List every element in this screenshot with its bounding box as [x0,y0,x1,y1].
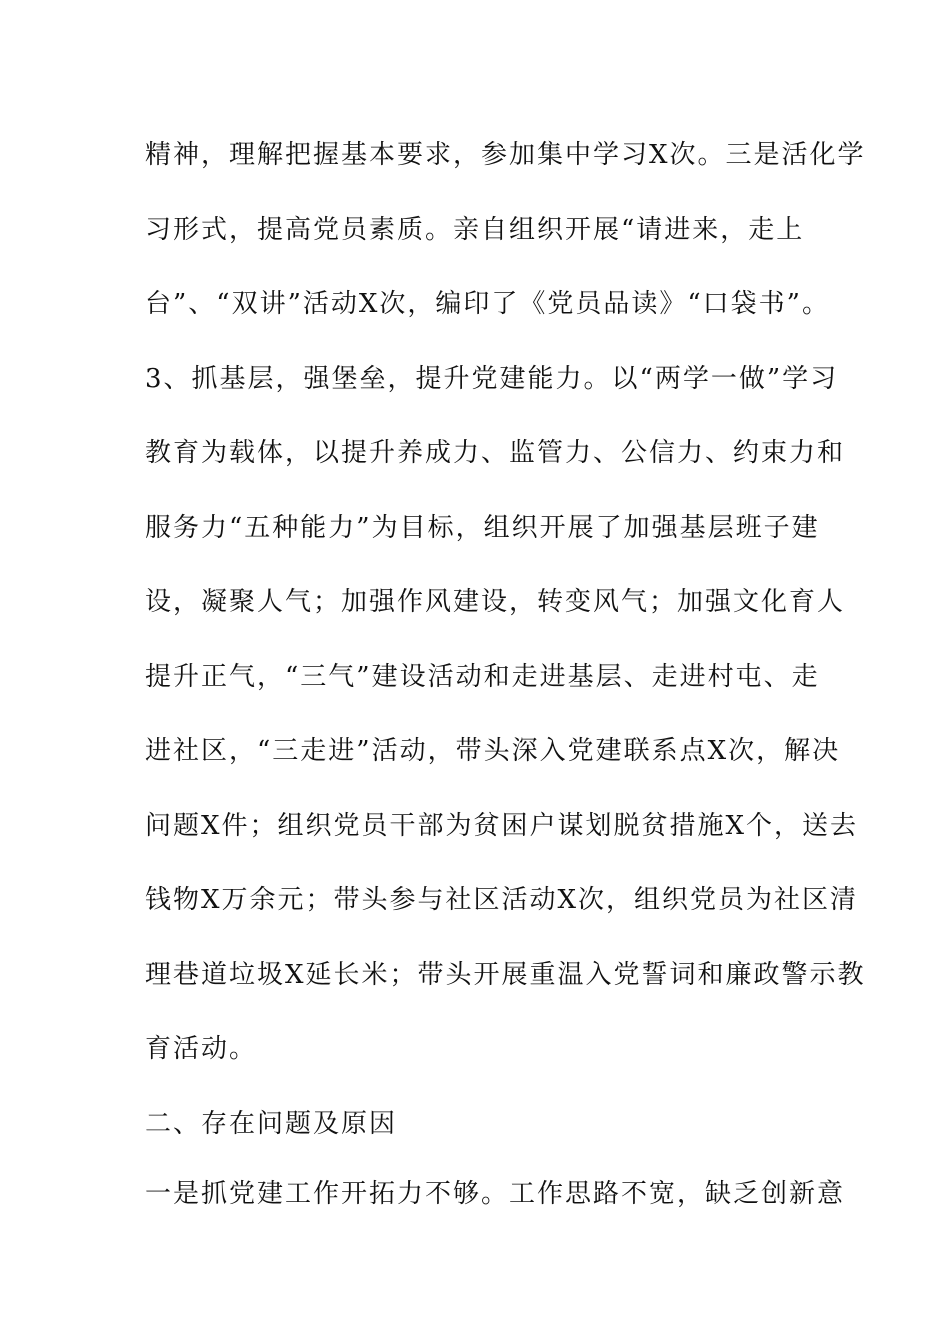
text-line-15: 一是抓党建工作开拓力不够。工作思路不宽，缺乏创新意 [145,1178,846,1209]
text-line-9: 进社区，“三走进”活动，带头深入党建联系点X次，解决 [145,736,841,766]
text-line-6: 服务力“五种能力”为目标，组织开展了加强基层班子建 [145,512,820,543]
text-line-13: 育活动。 [145,1034,258,1064]
body-text [145,128,866,1241]
text-line-5: 教育为载体，以提升养成力、监管力、公信力、约束力和 [145,438,846,468]
text-line-11: 钱物X万余元；带头参与社区活动X次，组织党员为社区清 [145,885,859,915]
section-heading: 二、存在问题及原因 [145,1108,398,1139]
text-line-3: 台”、“双讲”活动X次，编印了《党员品读》“口袋书”。 [145,289,830,319]
text-line-10: 问题X件；组织党员干部为贫困户谋划脱贫措施X个，送去 [145,810,859,841]
text-line-7: 设，凝聚人气；加强作风建设，转变风气；加强文化育人 [145,587,846,617]
text-line-2: 习形式，提高党员素质。亲自组织开展“请进来，走上 [145,214,805,245]
text-line-8: 提升正气，“三气”建设活动和走进基层、走进村屯、走 [145,661,820,692]
text-line-12: 理巷道垃圾X延长米；带头开展重温入党誓词和廉政警示教 [145,959,866,990]
text-line-1: 精神，理解把握基本要求，参加集中学习X次。三是活化学 [145,140,866,170]
text-line-4: 3、抓基层，强堡垒，提升党建能力。以“两学一做”学习 [145,363,839,394]
